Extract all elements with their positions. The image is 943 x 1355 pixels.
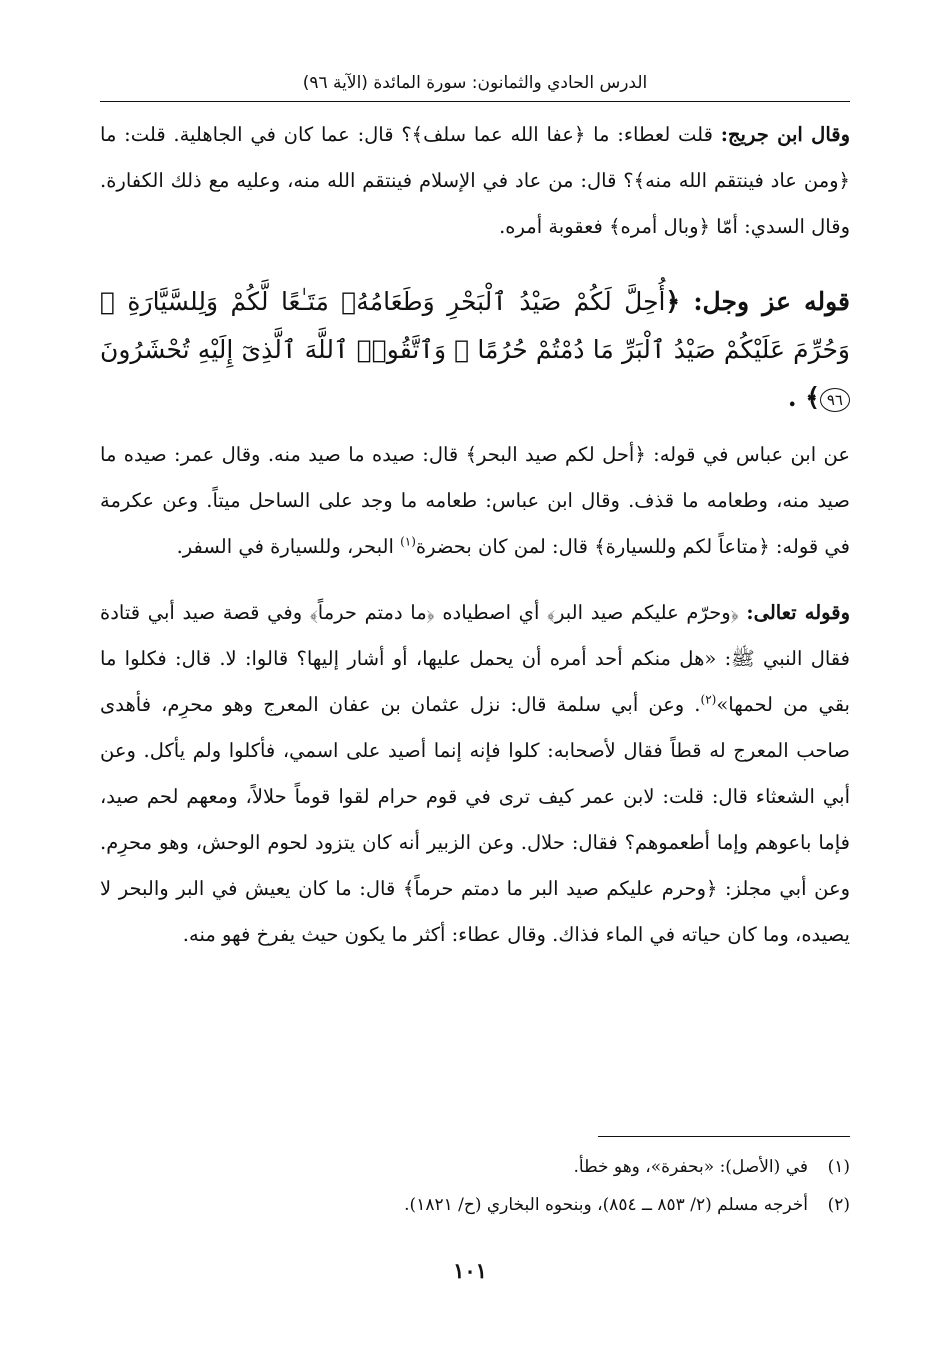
paragraph-text-continued: البحر، وللسيارة في السفر.	[176, 535, 401, 558]
footnote-text: أخرجه مسلم (٢/ ٨٥٣ ــ ٨٥٤)، وبنحوه البخاري (ح/ ١٨٢١).	[404, 1195, 808, 1215]
paragraph-text: عن ابن عباس في قوله: ﴿أحل لكم صيد البحر﴾ قال: صيده ما صيد منه. وقال عمر: صيده ما صيد منه، وطعامه ما قذف. وقال ابن عباس: طعامه ما وجد على الساحل ميتاً. وعن عكرمة في قوله: ﴿متاعاً لكم وللسيارة﴾ قال: لمن كان بحضرة	[100, 443, 850, 558]
spacer	[100, 570, 850, 590]
paragraph-lead: وقال ابن جريج:	[720, 123, 850, 146]
body-text	[100, 112, 850, 958]
paragraph-lead: وقوله تعالى:	[746, 601, 850, 624]
paragraph-ibn-jurayj	[100, 112, 850, 250]
verse-intro: قوله عز وجل:	[693, 287, 850, 316]
footnote-1	[100, 1148, 850, 1186]
quran-verse-block	[100, 278, 850, 422]
footnote-marker: (٢)	[827, 1195, 850, 1215]
page-number: ١٠١	[453, 1258, 487, 1283]
footnote-reference[interactable]: (٢)	[700, 692, 717, 707]
footnote-rule	[598, 1136, 850, 1137]
verse-text: أُحِلَّ لَكُمْ صَيْدُ ٱلْبَحْرِ وَطَعَامُهُۥ مَتَـٰعًا لَّكُمْ وَلِلسَّيَّارَةِ ۖ وَحُرِّمَ عَلَيْكُمْ صَيْدُ ٱلْبَرِّ مَا دُمْتُمْ حُرُمًا ۗ وَٱتَّقُوا۟ ٱللَّهَ ٱلَّذِىٓ إِلَيْهِ تُحْشَرُونَ	[100, 287, 850, 364]
paragraph-wa-hurrima	[100, 590, 850, 958]
spacer	[100, 250, 850, 270]
paragraph-text: ﴿وحرّم عليكم صيد البر﴾ أي اصطياده ﴿ما دمتم حرماً﴾ وفي قصة صيد أبي قتادة فقال النبي ﷺ: «هل منكم أحد أمره أن يحمل عليها، أو أشار إليها؟ قالوا: لا. قال: فكلوا ما بقي من لحمها»	[100, 601, 850, 716]
footnote-text: في (الأصل): «بحفرة»، وهو خطأ.	[573, 1157, 808, 1177]
paragraph-ibn-abbas	[100, 432, 850, 570]
verse-open-bracket: ﴿	[665, 287, 681, 316]
footnotes	[100, 1148, 850, 1224]
footnote-reference[interactable]: (١)	[400, 534, 416, 549]
footnote-2	[100, 1186, 850, 1224]
paragraph-text-continued: . وعن أبي سلمة قال: نزل عثمان بن عفان المعرج وهو محرِم، فأهدى صاحب المعرج له قطاً فقال لأصحابه: كلوا فإنه إنما أصيد على اسمي، فأكلوا ولم يأكل. وعن أبي الشعثاء قال: قلت: لابن عمر كيف ترى في قوم حرام لقوا قوماً حلالاً، ومعهم لحم صيد، فإما باعوهم وإما أطعموهم؟ فقال: حلال. وعن الزبير أنه كان يتزود لحوم الوحش، وهو محرِم. وعن أبي مجلز: ﴿وحرم عليكم صيد البر ما دمتم حرماً﴾ قال: ما كان يعيش في البر والبحر لا يصيده، وما كان حياته في الماء فذاك. وقال عطاء: أكثر ما يكون حيث يفرخ فهو منه.	[100, 693, 850, 946]
verse-close-bracket: ﴾ .	[787, 383, 820, 412]
paragraph-text: قلت لعطاء: ما ﴿عفا الله عما سلف﴾؟ قال: عما كان في الجاهلية. قلت: ما ﴿ومن عاد فينتقم الله منه﴾؟ قال: من عاد في الإسلام فينتقم الله منه، وعليه مع ذلك الكفارة. وقال السدي: أمّا ﴿وبال أمره﴾ فعقوبة أمره.	[100, 123, 850, 238]
footnote-marker: (١)	[827, 1157, 850, 1177]
header-rule	[100, 101, 850, 102]
running-header: الدرس الحادي والثمانون: سورة المائدة (الآية ٩٦)	[302, 73, 648, 93]
ayah-number-badge: ٩٦	[820, 388, 850, 412]
